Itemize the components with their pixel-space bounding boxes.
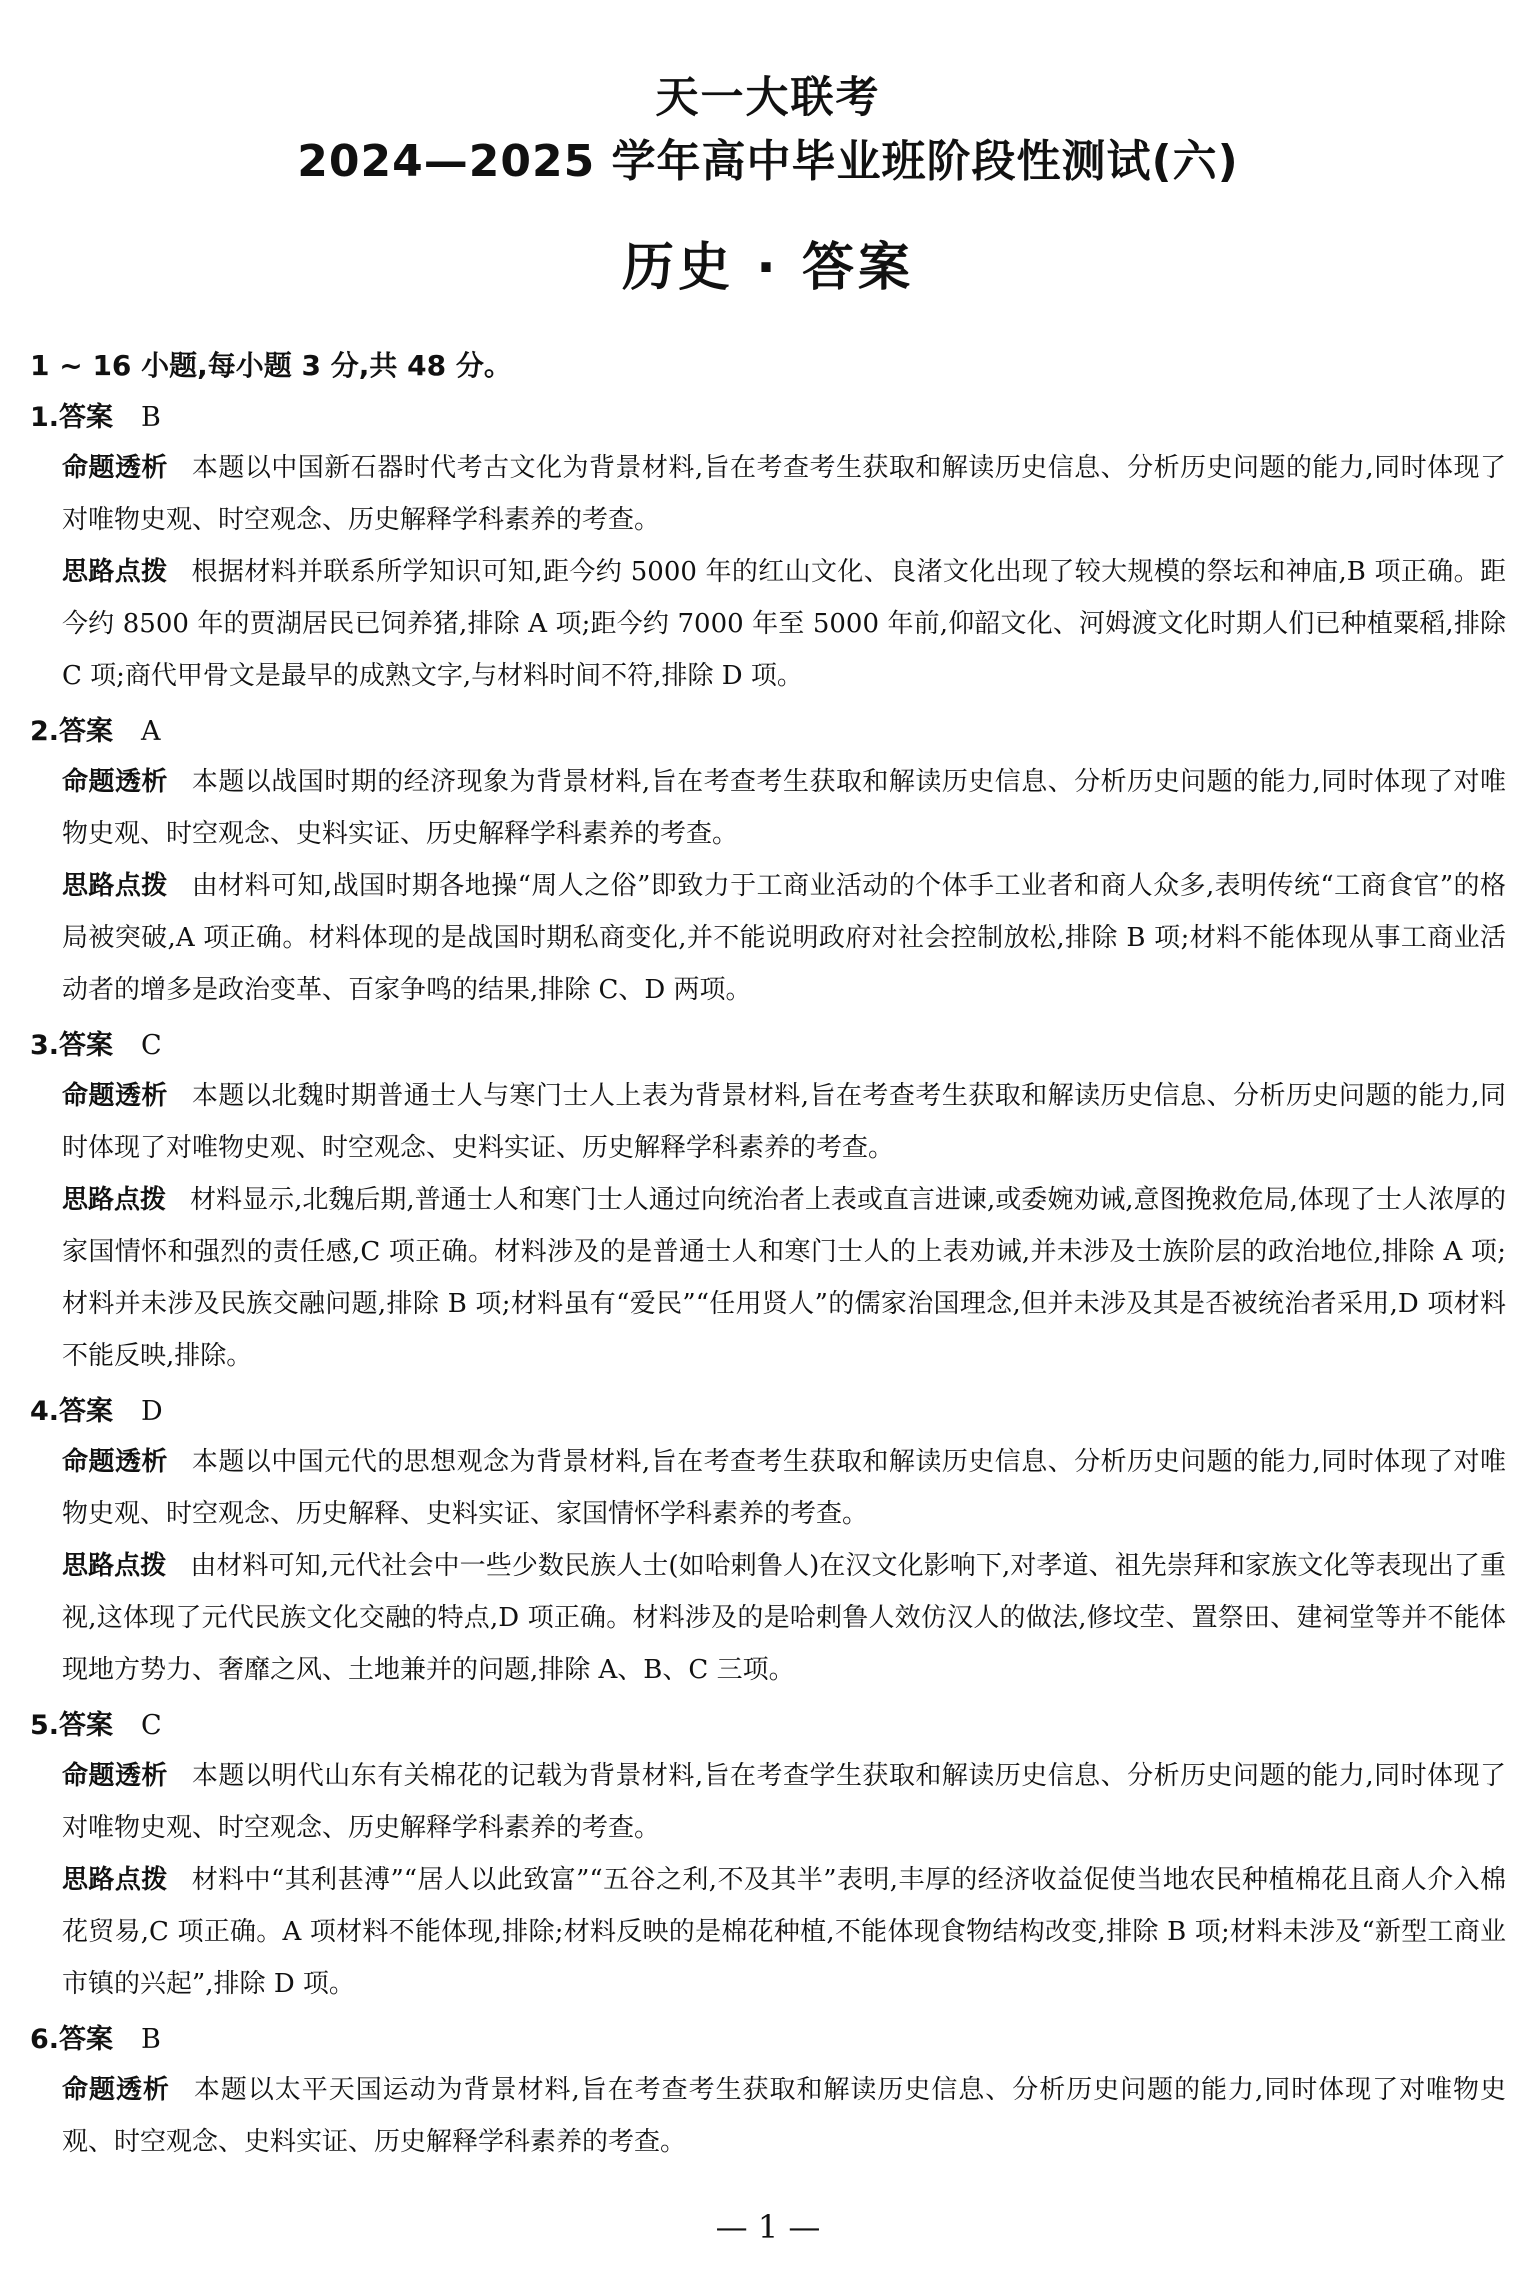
hint-text: 根据材料并联系所学知识可知,距今约 5000 年的红山文化、良渚文化出现了较大规模的祭坛和神庙,B 项正确。距今约 8500 年的贾湖居民已饲养猪,排除 A 项;距今约 7000 年至 5000 年前,仰韶文化、河姆渡文化时期人们已种植粟稻,排除 C 项;商代甲骨文是最早的成熟文字,与材料时间不符,排除 D 项。	[62, 557, 1506, 691]
hint-label: 思路点拨	[62, 1865, 168, 1895]
question-5	[30, 1702, 1506, 2010]
hint-label: 思路点拨	[62, 557, 168, 587]
analysis-label: 命题透析	[62, 767, 168, 797]
answer-label: 答案	[59, 716, 114, 747]
question-number: 1.	[30, 402, 60, 433]
answer-value: B	[141, 2024, 161, 2055]
answer-line	[30, 2016, 1506, 2064]
answer-value: D	[141, 1396, 163, 1427]
analysis-text: 本题以中国元代的思想观念为背景材料,旨在考查考生获取和解读历史信息、分析历史问题的能力,同时体现了对唯物史观、时空观念、历史解释、史料实证、家国情怀学科素养的考查。	[62, 1447, 1506, 1529]
answer-label: 答案	[59, 1396, 114, 1427]
analysis-label: 命题透析	[62, 1081, 168, 1111]
analysis-label: 命题透析	[62, 2075, 170, 2105]
question-number: 3.	[30, 1030, 60, 1061]
question-4	[30, 1388, 1506, 1696]
hint-label: 思路点拨	[62, 1185, 167, 1215]
analysis-label: 命题透析	[62, 1447, 168, 1477]
answer-label: 答案	[59, 1710, 114, 1741]
answer-value: C	[141, 1030, 162, 1061]
analysis-text: 本题以战国时期的经济现象为背景材料,旨在考查考生获取和解读历史信息、分析历史问题的能力,同时体现了对唯物史观、时空观念、史料实证、历史解释学科素养的考查。	[62, 767, 1506, 849]
hint-paragraph	[30, 546, 1506, 702]
question-2	[30, 708, 1506, 1016]
answer-value: C	[141, 1710, 162, 1741]
analysis-paragraph	[30, 2064, 1506, 2168]
answer-line	[30, 1702, 1506, 1750]
answer-line	[30, 394, 1506, 442]
exam-title: 2024—2025 学年高中毕业班阶段性测试(六)	[297, 136, 1239, 187]
hint-text: 材料显示,北魏后期,普通士人和寒门士人通过向统治者上表或直言进谏,或委婉劝诫,意图挽救危局,体现了士人浓厚的家国情怀和强烈的责任感,C 项正确。材料涉及的是普通士人和寒门士人的上表劝诫,并未涉及士族阶层的政治地位,排除 A 项;材料并未涉及民族交融问题,排除 B 项;材料虽有“爱民”“任用贤人”的儒家治国理念,但并未涉及其是否被统治者采用,D 项材料不能反映,排除。	[62, 1185, 1506, 1371]
question-number: 2.	[30, 716, 60, 747]
analysis-paragraph	[30, 1070, 1506, 1174]
analysis-paragraph	[30, 1436, 1506, 1540]
analysis-text: 本题以北魏时期普通士人与寒门士人上表为背景材料,旨在考查考生获取和解读历史信息、分析历史问题的能力,同时体现了对唯物史观、时空观念、史料实证、历史解释学科素养的考查。	[62, 1081, 1506, 1163]
question-3	[30, 1022, 1506, 1382]
hint-paragraph	[30, 1854, 1506, 2010]
page-number: — 1 —	[715, 2208, 821, 2246]
analysis-text: 本题以中国新石器时代考古文化为背景材料,旨在考查考生获取和解读历史信息、分析历史问题的能力,同时体现了对唯物史观、时空观念、历史解释学科素养的考查。	[62, 453, 1506, 535]
analysis-text: 本题以太平天国运动为背景材料,旨在考查考生获取和解读历史信息、分析历史问题的能力,同时体现了对唯物史观、时空观念、史料实证、历史解释学科素养的考查。	[62, 2075, 1506, 2157]
analysis-label: 命题透析	[62, 453, 168, 483]
question-1	[30, 394, 1506, 702]
analysis-label: 命题透析	[62, 1761, 168, 1791]
analysis-paragraph	[30, 1750, 1506, 1854]
hint-text: 由材料可知,元代社会中一些少数民族人士(如哈剌鲁人)在汉文化影响下,对孝道、祖先崇拜和家族文化等表现出了重视,这体现了元代民族文化交融的特点,D 项正确。材料涉及的是哈剌鲁人效仿汉人的做法,修坟茔、置祭田、建祠堂等并不能体现地方势力、奢靡之风、土地兼并的问题,排除 A、B、C 三项。	[62, 1551, 1506, 1685]
question-6	[30, 2016, 1506, 2168]
hint-paragraph	[30, 860, 1506, 1016]
exam-org-title: 天一大联考	[655, 73, 881, 123]
analysis-paragraph	[30, 756, 1506, 860]
hint-label: 思路点拨	[62, 871, 168, 901]
answer-value: A	[141, 716, 161, 747]
hint-text: 材料中“其利甚溥”“居人以此致富”“五谷之利,不及其半”表明,丰厚的经济收益促使当地农民种植棉花且商人介入棉花贸易,C 项正确。A 项材料不能体现,排除;材料反映的是棉花种植,不能体现食物结构改变,排除 B 项;材料未涉及“新型工商业市镇的兴起”,排除 D 项。	[62, 1865, 1506, 1999]
hint-label: 思路点拨	[62, 1551, 167, 1581]
answer-line	[30, 1022, 1506, 1070]
answer-content	[30, 342, 1506, 2174]
answer-value: B	[141, 402, 161, 433]
hint-paragraph	[30, 1174, 1506, 1382]
question-number: 5.	[30, 1710, 60, 1741]
analysis-text: 本题以明代山东有关棉花的记载为背景材料,旨在考查学生获取和解读历史信息、分析历史问题的能力,同时体现了对唯物史观、时空观念、历史解释学科素养的考查。	[62, 1761, 1506, 1843]
answer-line	[30, 708, 1506, 756]
hint-text: 由材料可知,战国时期各地操“周人之俗”即致力于工商业活动的个体手工业者和商人众多,表明传统“工商食官”的格局被突破,A 项正确。材料体现的是战国时期私商变化,并不能说明政府对社会控制放松,排除 B 项;材料不能体现从事工商业活动者的增多是政治变革、百家争鸣的结果,排除 C、D 两项。	[62, 871, 1506, 1005]
answer-label: 答案	[59, 1030, 114, 1061]
subject-title: 历史 · 答案	[622, 238, 914, 298]
hint-paragraph	[30, 1540, 1506, 1696]
question-number: 4.	[30, 1396, 60, 1427]
analysis-paragraph	[30, 442, 1506, 546]
answer-label: 答案	[59, 2024, 114, 2055]
answer-line	[30, 1388, 1506, 1436]
question-number: 6.	[30, 2024, 60, 2055]
scoring-intro: 1 ~ 16 小题,每小题 3 分,共 48 分。	[30, 349, 512, 382]
answer-label: 答案	[59, 402, 114, 433]
